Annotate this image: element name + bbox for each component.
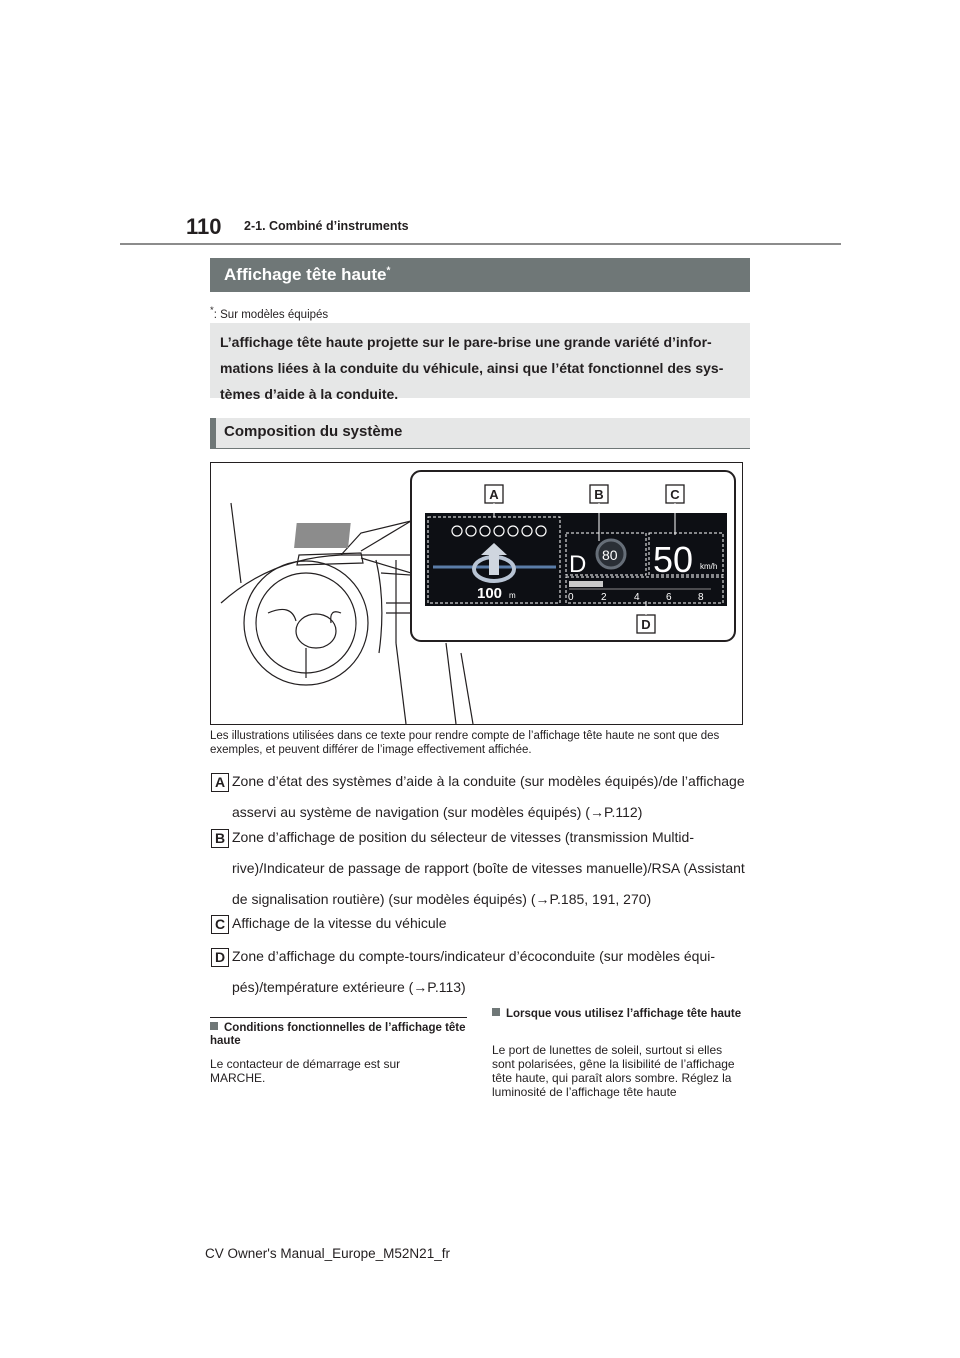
page-title: Affichage tête haute* xyxy=(224,265,391,284)
left-col-text: Le contacteur de démarrage est sur MARCHE. xyxy=(210,1057,401,1085)
composition-heading xyxy=(210,418,750,448)
callout-a: A xyxy=(489,487,499,502)
item-text-d: Zone d’affichage du compte-tours/indicateur d’écoconduite (sur modèles équipés)/température extérieure (→P.113) xyxy=(232,948,716,995)
callout-b: B xyxy=(594,487,604,502)
hud-scale-0: 0 xyxy=(568,592,574,603)
item-label-a: A xyxy=(211,773,229,792)
hud-scale-6: 6 xyxy=(666,592,672,603)
hud-speed-limit: 80 xyxy=(602,547,618,563)
hud-scale-4: 4 xyxy=(634,592,640,603)
right-col-title: Lorsque vous utilisez l’affichage tête haute xyxy=(492,1008,750,1021)
hud-speed: 50 xyxy=(653,539,694,580)
section-title: 2-1. Combiné d’instruments xyxy=(244,219,409,233)
intro-box xyxy=(210,323,750,402)
left-col-title: Conditions fonctionnelles de l’affichage tête haute xyxy=(210,1022,466,1047)
callout-d: D xyxy=(641,617,651,632)
intro-text: L’affichage tête haute projette sur le pare-brise une grande variété d’informations liées à la conduite du véhicule, ainsi que l’état fonctionnel des systèmes d’aide à la conduite. xyxy=(220,334,724,402)
hud-scale-2: 2 xyxy=(601,592,607,603)
item-text-b: Zone d’affichage de position du sélecteur de vitesses (transmission Multidrive)/Indicateur de passage de rapport (boîte de vitesses manuelle)/RSA (Assistant de signalisation routière) (sur modèles équipés) (→P.185, 191, 270) xyxy=(232,829,745,907)
item-label-d: D xyxy=(211,948,229,967)
hud-gear: D xyxy=(569,551,587,578)
callout-c: C xyxy=(670,487,680,502)
hud-speed-unit: km/h xyxy=(700,562,718,571)
figure-caption: Les illustrations utilisées dans ce texte pour rendre compte de l’affichage tête haute ne sont que des exemples, et peuvent différer de l’image effectivement affichée. xyxy=(210,730,720,756)
right-col-text: Le port de lunettes de soleil, surtout si elles sont polarisées, gêne la lisibilité de l’affichage tête haute, qui paraît alors sombre. Réglez la luminosité de l’affichage tête haute xyxy=(492,1043,735,1099)
hud-distance: 100 xyxy=(477,585,503,602)
hud-illustration xyxy=(210,462,743,725)
footnote: *: Sur modèles équipés xyxy=(210,305,329,321)
left-col-rule xyxy=(210,1017,467,1018)
hud-scale-8: 8 xyxy=(698,592,704,603)
hud-distance-unit: m xyxy=(509,591,516,600)
header-rule xyxy=(120,243,841,245)
page-number: 110 xyxy=(186,214,222,239)
item-label-b: B xyxy=(211,829,229,848)
item-text-a: Zone d’état des systèmes d’aide à la conduite (sur modèles équipés)/de l’affichage asservi au système de navigation (sur modèles équipés) (→P.112) xyxy=(232,773,745,820)
composition-rule xyxy=(210,448,750,449)
item-text-c: Affichage de la vitesse du véhicule xyxy=(232,915,447,931)
composition-title: Composition du système xyxy=(224,423,403,440)
footer-text: CV Owner's Manual_Europe_M52N21_fr xyxy=(205,1246,450,1261)
item-label-c: C xyxy=(211,915,229,934)
page-title-band xyxy=(210,258,750,292)
